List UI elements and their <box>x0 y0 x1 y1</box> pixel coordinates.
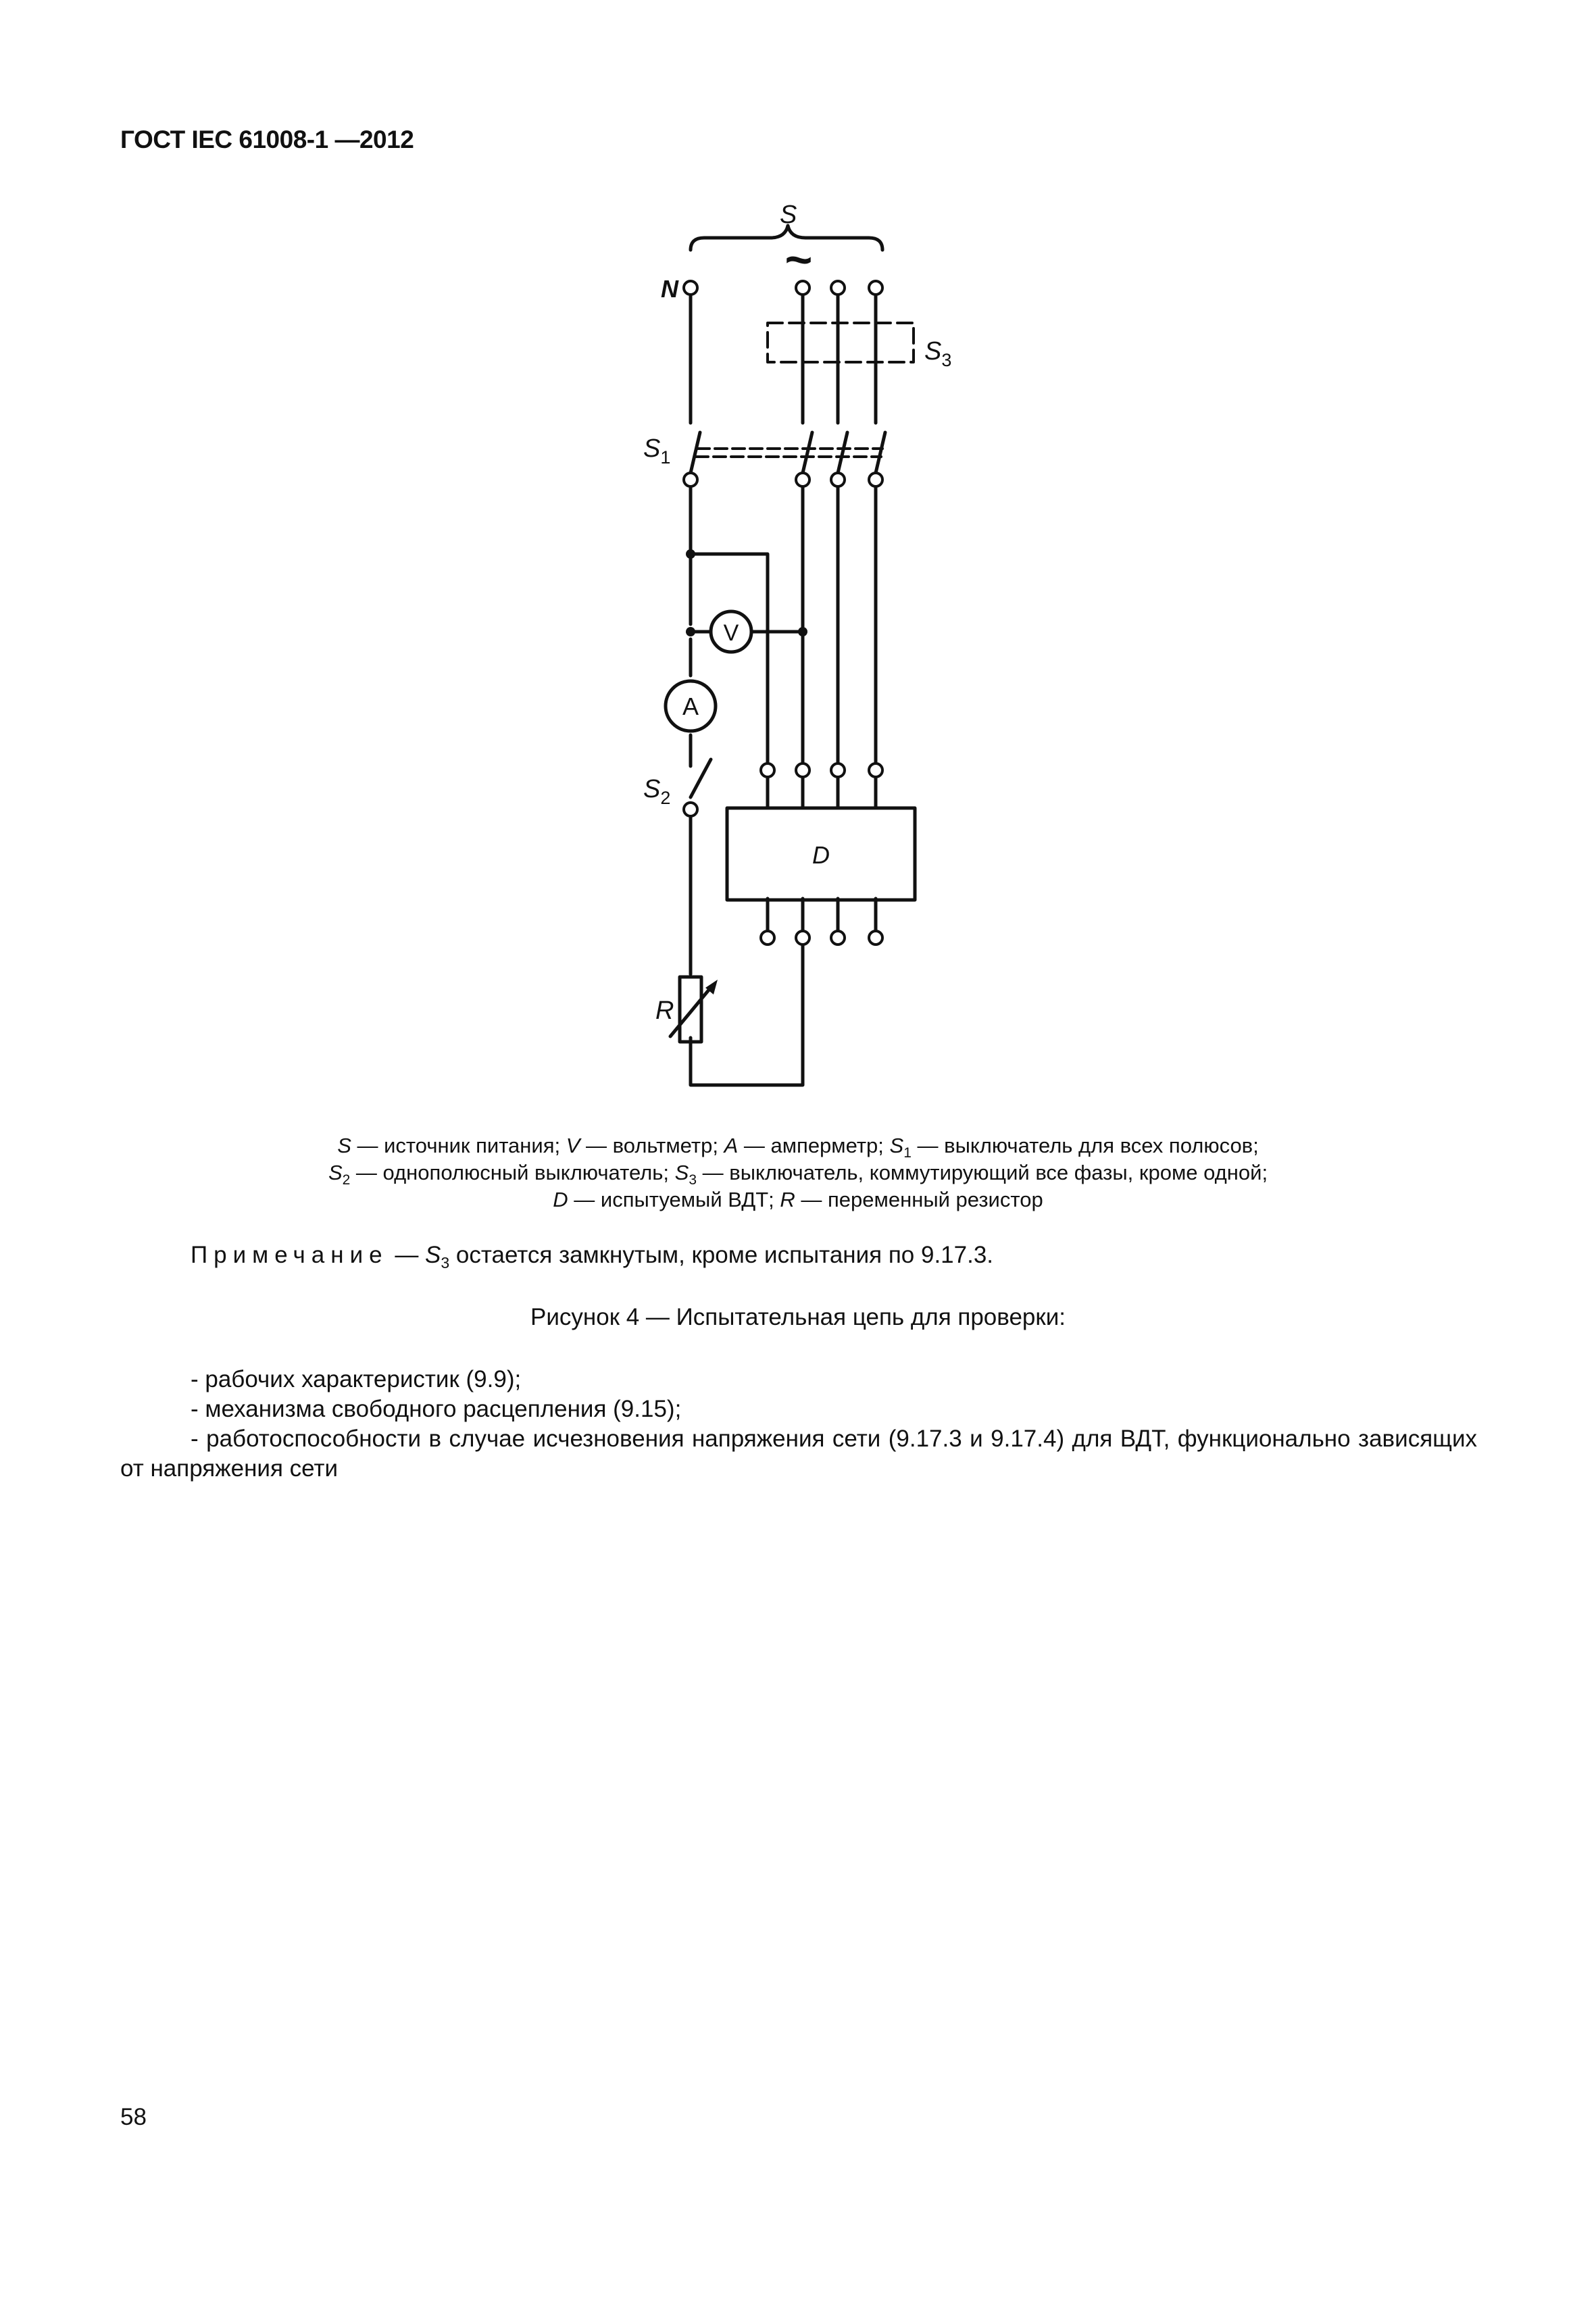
note-label: Примечание <box>191 1242 389 1268</box>
list-item: - механизма свободного расцепления (9.15); <box>191 1396 682 1422</box>
list-item: - рабочих характеристик (9.9); <box>191 1366 522 1392</box>
s2-blade <box>691 759 711 797</box>
legend-line-3: D — испытуемый ВДТ; R — переменный резистор <box>553 1188 1043 1211</box>
d-terminal-bottom-1 <box>761 931 774 945</box>
s2-terminal <box>684 803 697 816</box>
s1-blade-phase3 <box>876 432 885 473</box>
s1-blade-phase1 <box>803 432 812 473</box>
junction-voltmeter-left <box>686 627 695 636</box>
document-header: ГОСТ IEC 61008-1 —2012 <box>120 126 414 153</box>
d-terminal-top-2 <box>796 763 809 777</box>
s1-terminal-l1 <box>796 473 809 486</box>
terminal-l3 <box>869 281 882 295</box>
d-terminal-bottom-2 <box>796 931 809 945</box>
label-s2: $S_2$ <box>643 775 671 808</box>
d-terminal-top-1 <box>761 763 774 777</box>
label-source: S <box>780 201 797 229</box>
d-terminal-top-3 <box>831 763 845 777</box>
legend-line-1: S — источник питания; V — вольтметр; A — амперметр; $S_1$ — выключатель для всех полюсов; <box>337 1134 1259 1161</box>
s1-blade-neutral <box>691 432 700 473</box>
label-neutral: N <box>661 275 678 303</box>
label-device: D <box>812 841 830 869</box>
label-s1: $S_1$ <box>643 434 671 468</box>
figure-title: Рисунок 4 — Испытательная цепь для проверки: <box>530 1304 1066 1330</box>
label-resistor: R <box>655 997 674 1025</box>
s1-blade-phase2 <box>838 432 847 473</box>
s1-terminal-n <box>684 473 697 486</box>
label-s3: $S_3$ <box>924 337 952 370</box>
label-voltmeter: V <box>723 620 739 646</box>
terminal-n <box>684 281 697 295</box>
d-terminal-top-4 <box>869 763 882 777</box>
d-terminal-bottom-4 <box>869 931 882 945</box>
d-terminal-bottom-3 <box>831 931 845 945</box>
test-circuit-diagram <box>0 0 1596 1108</box>
label-tilde: ~ <box>784 233 813 286</box>
junction-voltmeter-right <box>798 627 807 636</box>
resistor-arrow-shaft <box>670 989 709 1036</box>
terminal-l2 <box>831 281 845 295</box>
s1-terminal-l2 <box>831 473 845 486</box>
note-paragraph: Примечание — $S_3$ остается замкнутым, кроме испытания по 9.17.3. <box>191 1242 994 1272</box>
label-ammeter: A <box>682 693 699 720</box>
legend-line-2: $S_2$ — однополюсный выключатель; $S_3$ — выключатель, коммутирующий все фазы, кроме одной; <box>328 1161 1268 1188</box>
page-number: 58 <box>120 2104 147 2130</box>
s3-dashed-box <box>768 323 914 362</box>
wire-neutral-branch <box>691 554 768 762</box>
wire-return <box>691 946 803 1085</box>
junction-neutral-branch <box>686 549 695 559</box>
check-list <box>120 1365 1477 1484</box>
list-item: - работоспособности в случае исчезновения напряжения сети (9.17.3 и 9.17.4) для ВДТ, функционально зависящих от напряжения сети <box>120 1426 1477 1482</box>
s1-terminal-l3 <box>869 473 882 486</box>
